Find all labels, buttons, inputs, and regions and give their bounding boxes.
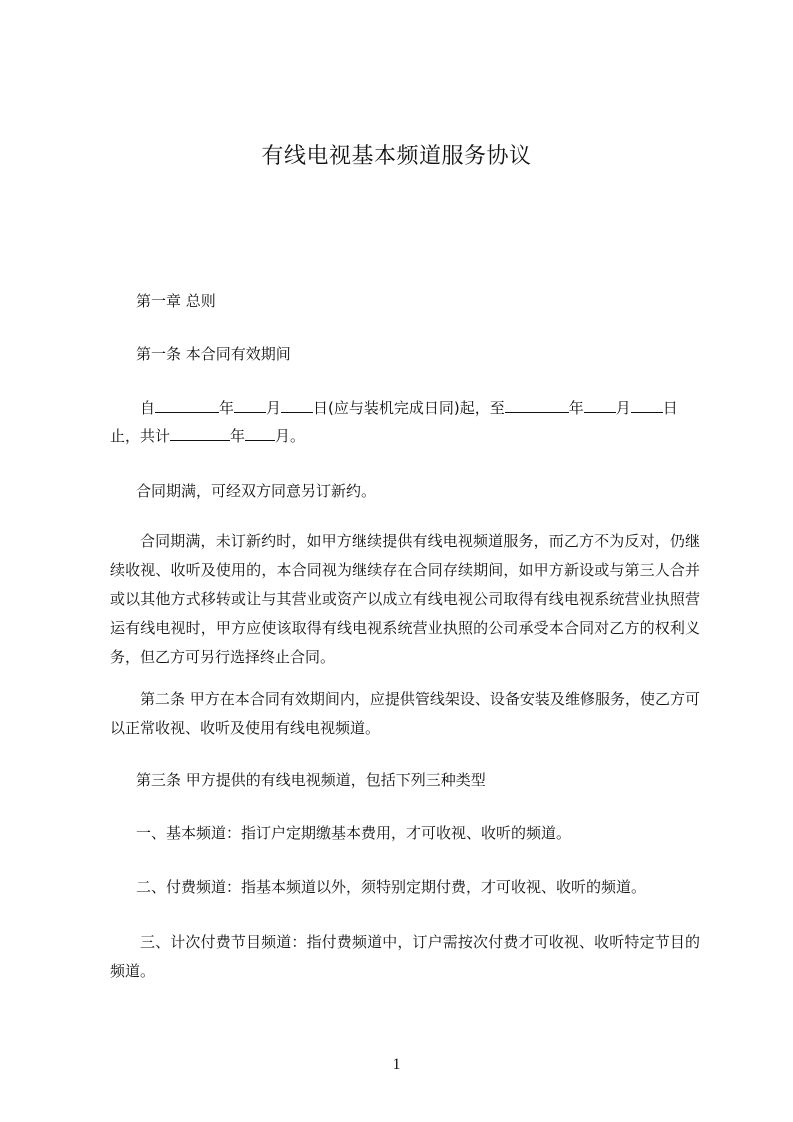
month-text-3: 月。: [275, 427, 306, 445]
channel-type-basic: 一、基本频道：指订户定期缴基本费用，才可收视、收听的频道。: [136, 824, 572, 842]
period-line-1: [140, 397, 678, 419]
day-text-2: 日: [662, 399, 678, 417]
total-year-blank[interactable]: [170, 425, 230, 441]
document-title: 有线电视基本频道服务协议: [261, 144, 532, 169]
page-number: 1: [392, 1056, 401, 1073]
stop-text: 止，共计: [110, 427, 171, 445]
year-text-3: 年: [230, 427, 246, 445]
end-year-blank[interactable]: [505, 397, 569, 413]
start-day-blank[interactable]: [281, 397, 313, 413]
period-from-text: 自: [140, 399, 156, 417]
article-3-heading: 第三条 甲方提供的有线电视频道，包括下列三种类型: [136, 771, 486, 789]
year-text-2: 年: [568, 399, 584, 417]
continue-paragraph: 合同期满，未订新约时，如甲方继续提供有线电视频道服务，而乙方不为反对，仍继续收视、收听及使用的，本合同视为继续存在合同存续期间，如甲方新设或与第三人合并或以其他方式移转或让与其营业或资产以成立有线电视公司取得有线电视系统营业执照营运有线电视时，甲方应使该取得有线电视系统营业执照的公司承受本合同对乙方的权利义务，但乙方可另行选择终止合同。: [110, 532, 700, 666]
end-day-blank[interactable]: [631, 397, 663, 413]
article-2-paragraph: 第二条 甲方在本合同有效期间内，应提供管线架设、设备安装及维修服务，使乙方可以正常收视、收听及使用有线电视频道。: [110, 690, 700, 737]
total-month-blank[interactable]: [245, 425, 275, 441]
year-text: 年: [219, 399, 235, 417]
month-text: 月: [266, 399, 282, 417]
channel-type-paid: 二、付费频道：指基本频道以外，须特别定期付费，才可收视、收听的频道。: [136, 878, 647, 896]
day-clause-text: 日(应与装机完成日同)起，至: [313, 399, 505, 417]
month-text-2: 月: [615, 399, 631, 417]
chapter-heading: 第一章 总则: [136, 292, 216, 310]
expire-paragraph: 合同期满，可经双方同意另订新约。: [136, 482, 377, 500]
channel-type-pay-per-view: 三、计次付费节目频道：指付费频道中，订户需按次付费才可收视、收听特定节目的频道。: [110, 933, 700, 980]
start-month-blank[interactable]: [234, 397, 266, 413]
end-month-blank[interactable]: [584, 397, 616, 413]
period-line-2: [110, 425, 305, 447]
article-1-heading: 第一条 本合同有效期间: [136, 345, 291, 363]
start-year-blank[interactable]: [155, 397, 219, 413]
